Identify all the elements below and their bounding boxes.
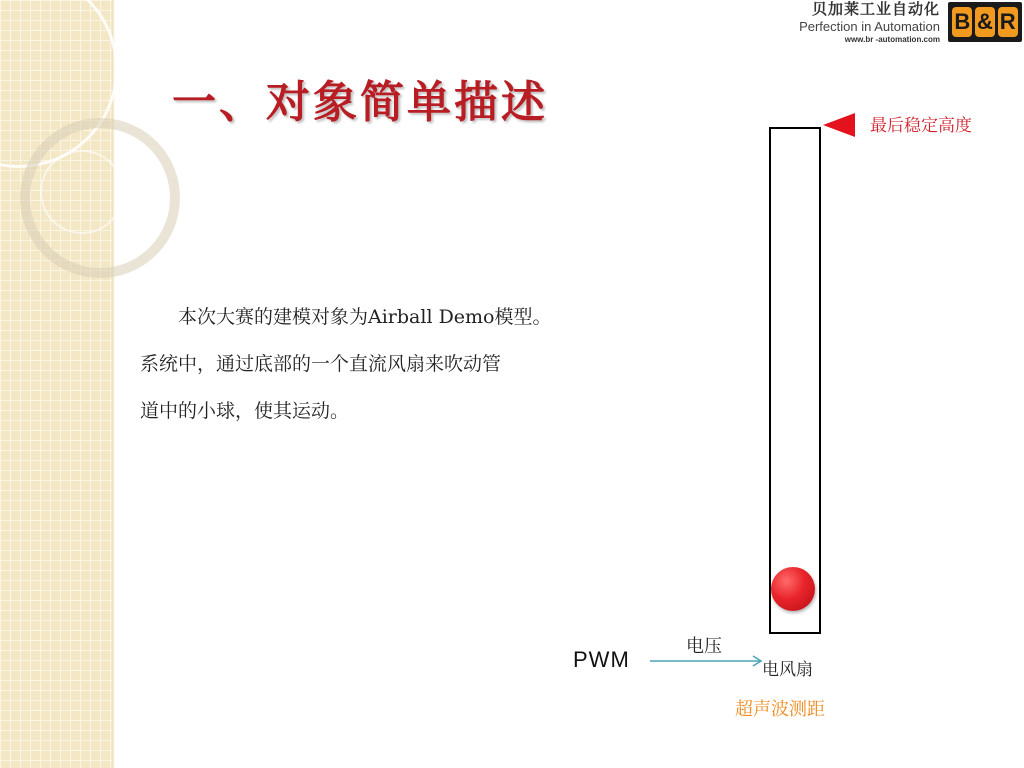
description-paragraph bbox=[140, 294, 680, 435]
paragraph-line: 系统中，通过底部的一个直流风扇来吹动管 bbox=[140, 353, 502, 375]
paragraph-line: 道中的小球，使其运动。 bbox=[140, 400, 350, 422]
voltage-label: 电压 bbox=[686, 636, 722, 657]
logo-glyph: R bbox=[998, 7, 1018, 37]
br-logo-icon bbox=[948, 2, 1022, 42]
logo-glyph: & bbox=[975, 7, 995, 37]
logo-glyph: B bbox=[952, 7, 972, 37]
ball bbox=[771, 567, 815, 611]
target-height-label: 最后稳定高度 bbox=[870, 116, 972, 136]
paragraph-line: 本次大赛的建模对象为Airball Demo模型。 bbox=[178, 306, 552, 328]
company-logo-text bbox=[799, 0, 940, 45]
ultrasonic-sensor-label: 超声波测距 bbox=[735, 699, 825, 720]
target-height-marker-icon bbox=[823, 113, 855, 137]
band-edge bbox=[112, 0, 115, 768]
pwm-label: PWM bbox=[573, 647, 630, 672]
decorative-circle bbox=[40, 150, 124, 234]
fan-label: 电风扇 bbox=[762, 660, 813, 680]
logo-cn-name: 贝加莱工业自动化 bbox=[811, 0, 940, 18]
slide-title: 一、对象简单描述 bbox=[172, 77, 548, 128]
air-tube bbox=[769, 127, 821, 634]
logo-slogan: Perfection in Automation bbox=[799, 19, 940, 34]
logo-url: www.br -automation.com bbox=[844, 35, 940, 44]
